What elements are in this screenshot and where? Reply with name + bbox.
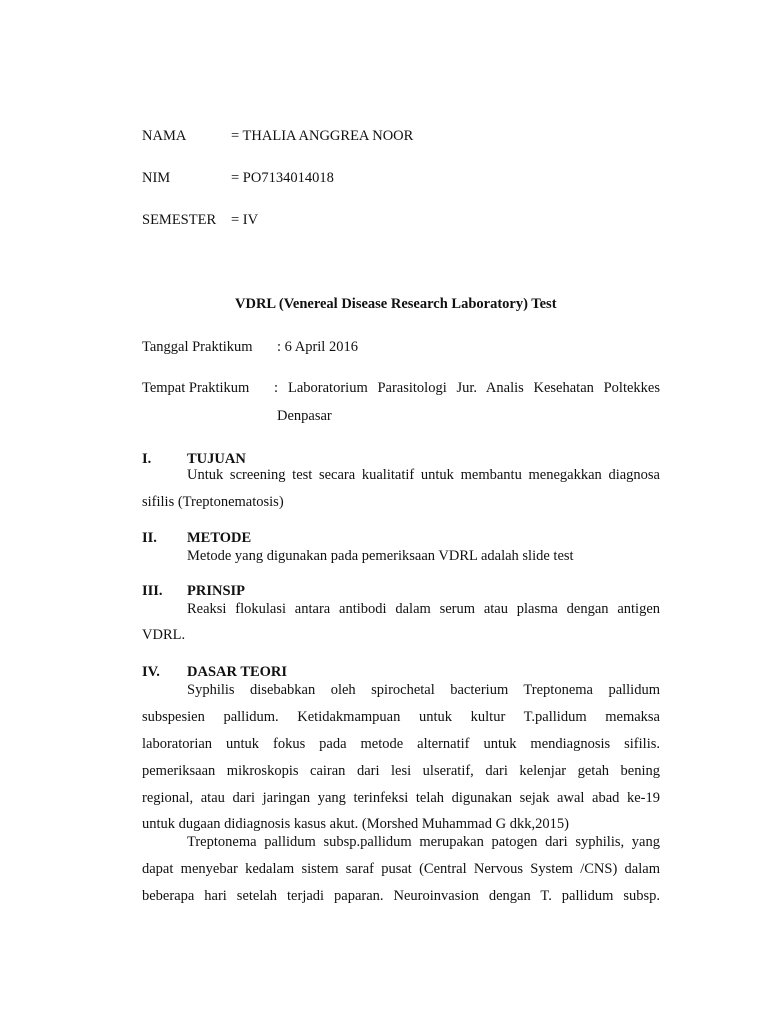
section-4-p2-line-2: dapat menyebar kedalam sistem saraf pusat (Central Nervous System /CNS) dalam bbox=[142, 861, 660, 877]
tempat-colon: : bbox=[274, 380, 279, 396]
section-4-p2-line-1: Treptonema pallidum subsp.pallidum merupakan patogen dari syphilis, yang bbox=[187, 834, 660, 850]
nama-label: NAMA bbox=[142, 128, 187, 144]
section-4-heading: DASAR TEORI bbox=[187, 664, 288, 680]
section-4-p1-line-3: laboratorian untuk fokus pada metode alternatif untuk mendiagnosis sifilis. bbox=[142, 736, 660, 752]
section-1-heading: TUJUAN bbox=[187, 451, 246, 467]
document-title: VDRL (Venereal Disease Research Laboratory) Test bbox=[235, 296, 557, 312]
tempat-label: Tempat Praktikum bbox=[142, 380, 250, 396]
section-2-heading: METODE bbox=[187, 530, 252, 546]
semester-value: = IV bbox=[231, 212, 259, 228]
section-4-p1-line-5: regional, atau dari jaringan yang terinfeksi telah digunakan sejak awal abad ke-19 bbox=[142, 790, 660, 806]
nim-value: = PO7134014018 bbox=[231, 170, 334, 186]
section-4-p1-line-6: untuk dugaan didiagnosis kasus akut. (Morshed Muhammad G dkk,2015) bbox=[142, 816, 569, 832]
section-3-line-2: VDRL. bbox=[142, 627, 186, 643]
semester-label: SEMESTER bbox=[142, 212, 217, 228]
section-1-line-2: sifilis (Treptonematosis) bbox=[142, 494, 284, 510]
section-1-number: I. bbox=[142, 451, 152, 467]
nama-value: = THALIA ANGGREA NOOR bbox=[231, 128, 414, 144]
section-4-p1-line-2: subspesien pallidum. Ketidakmampuan untuk kultur T.pallidum memaksa bbox=[142, 709, 660, 725]
section-4-p2-line-3: beberapa hari setelah terjadi paparan. Neuroinvasion dengan T. pallidum subsp. bbox=[142, 888, 660, 904]
nim-label: NIM bbox=[142, 170, 171, 186]
section-4-number: IV. bbox=[142, 664, 160, 680]
section-1-line-1: Untuk screening test secara kualitatif untuk membantu menegakkan diagnosa bbox=[187, 467, 660, 483]
tanggal-label: Tanggal Praktikum bbox=[142, 339, 253, 355]
section-3-heading: PRINSIP bbox=[187, 583, 246, 599]
section-2-number: II. bbox=[142, 530, 157, 546]
tempat-line-1: Laboratorium Parasitologi Jur. Analis Kesehatan Poltekkes bbox=[288, 380, 660, 396]
tempat-line-2: Denpasar bbox=[277, 408, 332, 424]
section-4-p1-line-1: Syphilis disebabkan oleh spirochetal bacterium Treptonema pallidum bbox=[187, 682, 660, 698]
section-3-number: III. bbox=[142, 583, 163, 599]
section-4-p1-line-4: pemeriksaan mikroskopis cairan dari lesi ulseratif, dari kelenjar getah bening bbox=[142, 763, 660, 779]
section-3-line-1: Reaksi flokulasi antara antibodi dalam serum atau plasma dengan antigen bbox=[187, 601, 660, 617]
tanggal-value: : 6 April 2016 bbox=[277, 339, 358, 355]
section-2-line-1: Metode yang digunakan pada pemeriksaan VDRL adalah slide test bbox=[187, 548, 574, 564]
